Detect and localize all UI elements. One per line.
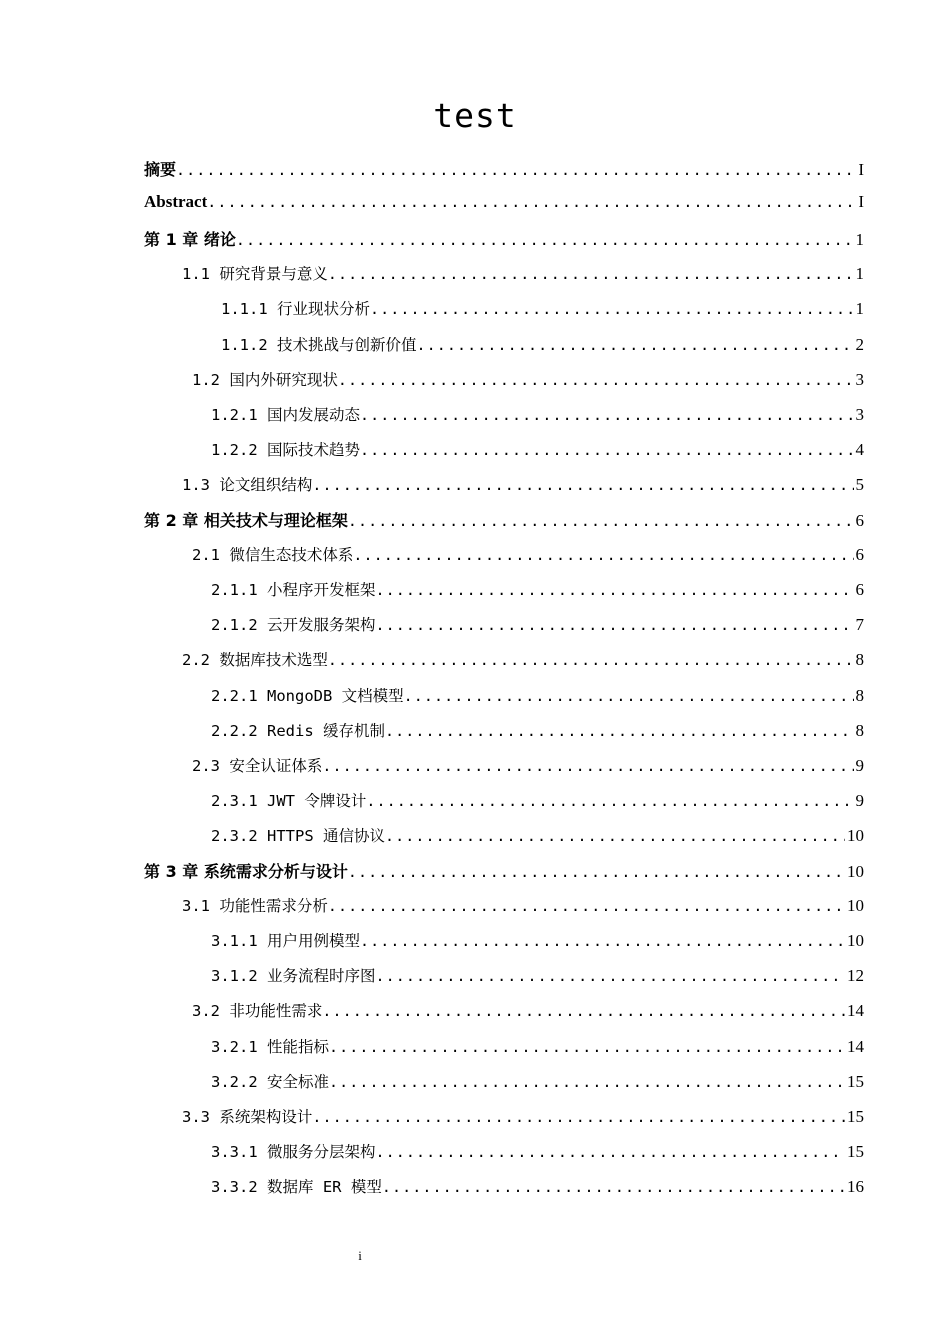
toc-entry-label: 2.3.2 HTTPS 通信协议 bbox=[211, 826, 385, 845]
toc-entry[interactable] bbox=[211, 824, 864, 859]
toc-entry[interactable] bbox=[211, 684, 864, 719]
toc-entry[interactable] bbox=[211, 578, 864, 613]
toc-entry-page-number: 1 bbox=[855, 230, 864, 250]
toc-entry[interactable] bbox=[221, 297, 864, 332]
toc-entry-page-number: 10 bbox=[847, 931, 864, 951]
toc-entry-page-number: 1 bbox=[855, 264, 864, 284]
toc-entry-page-number: 9 bbox=[855, 755, 864, 775]
page-number-footer: i bbox=[358, 1248, 362, 1263]
toc-entry[interactable] bbox=[211, 613, 864, 648]
toc-entry-label: 1.2.1 国内发展动态 bbox=[211, 405, 360, 424]
toc-entry-page-number: 10 bbox=[847, 862, 864, 881]
toc-entry-label: 2.2.2 Redis 缓存机制 bbox=[211, 721, 385, 740]
toc-leader-dots bbox=[348, 863, 845, 881]
toc-entry[interactable] bbox=[192, 368, 864, 403]
document-title: test bbox=[433, 96, 517, 135]
toc-entry-label: 2.3 安全认证体系 bbox=[192, 756, 323, 775]
toc-entry-page-number: 2 bbox=[855, 334, 864, 354]
toc-entry-label: 2.2 数据库技术选型 bbox=[182, 651, 328, 670]
toc-entry[interactable] bbox=[182, 648, 864, 683]
toc-entry-page-number: 6 bbox=[855, 511, 864, 530]
toc-entry-page-number: 9 bbox=[855, 790, 864, 810]
toc-entry-label: 2.1.2 云开发服务架构 bbox=[211, 616, 376, 635]
toc-entry[interactable] bbox=[211, 789, 864, 824]
toc-leader-dots bbox=[417, 336, 854, 354]
toc-entry-label: 1.1.2 技术挑战与创新价值 bbox=[221, 335, 417, 354]
toc-entry-label: 2.1 微信生态技术体系 bbox=[192, 546, 354, 565]
toc-entry[interactable] bbox=[211, 438, 864, 473]
toc-leader-dots bbox=[236, 231, 854, 249]
toc-entry-label: 摘要 bbox=[144, 160, 177, 179]
toc-entry[interactable] bbox=[182, 262, 864, 297]
toc-entry[interactable] bbox=[211, 1175, 864, 1210]
toc-entry-page-number: I bbox=[858, 192, 864, 212]
toc-entry-label: 2.3.1 JWT 令牌设计 bbox=[211, 791, 367, 810]
toc-entry[interactable] bbox=[221, 333, 864, 368]
toc-entry-page-number: 6 bbox=[855, 580, 864, 600]
toc-entry[interactable] bbox=[211, 403, 864, 438]
toc-entry[interactable] bbox=[182, 1105, 864, 1140]
toc-entry-page-number: 8 bbox=[855, 685, 864, 705]
toc-entry-label: 1.1.1 行业现状分析 bbox=[221, 300, 370, 319]
toc-leader-dots bbox=[328, 897, 845, 915]
toc-leader-dots bbox=[385, 827, 845, 845]
toc-leader-dots bbox=[382, 1178, 845, 1196]
toc-entry-label: 3.3 系统架构设计 bbox=[182, 1107, 313, 1126]
toc-entry[interactable] bbox=[211, 1035, 864, 1070]
toc-entry[interactable] bbox=[192, 999, 864, 1034]
toc-entry-page-number: 5 bbox=[855, 474, 864, 494]
toc-entry-label: 1.3 论文组织结构 bbox=[182, 475, 313, 494]
toc-leader-dots bbox=[329, 1073, 845, 1091]
toc-entry-page-number: 7 bbox=[855, 615, 864, 635]
toc-entry[interactable] bbox=[144, 157, 864, 192]
toc-leader-dots bbox=[376, 581, 854, 599]
toc-entry[interactable] bbox=[144, 192, 864, 227]
toc-entry-page-number: 10 bbox=[847, 825, 864, 845]
toc-entry-page-number: 10 bbox=[847, 896, 864, 916]
toc-entry-label: 3.3.2 数据库 ER 模型 bbox=[211, 1177, 382, 1196]
toc-entry[interactable] bbox=[182, 894, 864, 929]
toc-entry-page-number: 16 bbox=[847, 1176, 864, 1196]
toc-entry[interactable] bbox=[144, 508, 864, 543]
toc-entry-label: 第 3 章 系统需求分析与设计 bbox=[144, 862, 348, 881]
toc-entry[interactable] bbox=[192, 754, 864, 789]
toc-entry-page-number: 6 bbox=[855, 545, 864, 565]
toc-entry-page-number: I bbox=[858, 160, 864, 179]
toc-leader-dots bbox=[376, 1143, 846, 1161]
toc-entry-page-number: 14 bbox=[847, 1036, 864, 1056]
toc-entry-label: 3.2.1 性能指标 bbox=[211, 1037, 329, 1056]
toc-entry-label: 3.2.2 安全标准 bbox=[211, 1072, 329, 1091]
toc-leader-dots bbox=[322, 757, 853, 775]
toc-entry-page-number: 4 bbox=[855, 439, 864, 459]
toc-leader-dots bbox=[404, 687, 854, 705]
toc-leader-dots bbox=[322, 1002, 845, 1020]
toc-entry-page-number: 8 bbox=[855, 720, 864, 740]
toc-entry-label: 3.1.1 用户用例模型 bbox=[211, 932, 360, 951]
toc-leader-dots bbox=[360, 932, 845, 950]
toc-entry-label: 3.2 非功能性需求 bbox=[192, 1002, 323, 1021]
toc-entry-page-number: 8 bbox=[855, 650, 864, 670]
toc-entry-label: 3.1 功能性需求分析 bbox=[182, 897, 328, 916]
toc-entry-label: 2.1.1 小程序开发框架 bbox=[211, 581, 376, 600]
toc-entry[interactable] bbox=[192, 543, 864, 578]
toc-entry-label: Abstract bbox=[144, 192, 208, 212]
toc-entry[interactable] bbox=[211, 964, 864, 999]
toc-leader-dots bbox=[328, 651, 854, 669]
toc-entry-label: 第 1 章 绪论 bbox=[144, 230, 236, 250]
toc-entry-label: 1.1 研究背景与意义 bbox=[182, 265, 328, 284]
toc-entry[interactable] bbox=[211, 929, 864, 964]
toc-entry[interactable] bbox=[211, 1070, 864, 1105]
toc-leader-dots bbox=[312, 476, 853, 494]
toc-entry[interactable] bbox=[182, 473, 864, 508]
toc-entry[interactable] bbox=[144, 859, 864, 894]
toc-entry[interactable] bbox=[211, 1140, 864, 1175]
toc-leader-dots bbox=[366, 792, 853, 810]
toc-entry-page-number: 3 bbox=[855, 404, 864, 424]
toc-entry-label: 第 2 章 相关技术与理论框架 bbox=[144, 511, 348, 530]
toc-entry-page-number: 15 bbox=[847, 1106, 864, 1126]
toc-entry-page-number: 15 bbox=[847, 1071, 864, 1091]
toc-entry[interactable] bbox=[211, 719, 864, 754]
toc-entry[interactable] bbox=[144, 227, 864, 262]
toc-leader-dots bbox=[312, 1108, 845, 1126]
toc-entry-page-number: 1 bbox=[855, 299, 864, 319]
toc-entry-label: 1.2 国内外研究现状 bbox=[192, 370, 338, 389]
toc-leader-dots bbox=[348, 512, 854, 530]
toc-entry-label: 3.3.1 微服务分层架构 bbox=[211, 1142, 376, 1161]
toc-entry-label: 2.2.1 MongoDB 文档模型 bbox=[211, 686, 404, 705]
toc-entry-page-number: 12 bbox=[847, 966, 864, 986]
toc-leader-dots bbox=[360, 441, 854, 459]
toc-leader-dots bbox=[376, 967, 846, 985]
toc-leader-dots bbox=[176, 161, 856, 179]
toc-leader-dots bbox=[360, 406, 854, 424]
toc-entry-label: 1.2.2 国际技术趋势 bbox=[211, 440, 360, 459]
toc-leader-dots bbox=[370, 300, 854, 318]
toc-leader-dots bbox=[207, 193, 856, 211]
toc-leader-dots bbox=[353, 546, 853, 564]
toc-leader-dots bbox=[376, 616, 854, 634]
toc-entry-page-number: 3 bbox=[855, 369, 864, 389]
toc-entry-label: 3.1.2 业务流程时序图 bbox=[211, 967, 376, 986]
toc-leader-dots bbox=[385, 722, 854, 740]
toc-leader-dots bbox=[338, 371, 854, 389]
toc-leader-dots bbox=[329, 1038, 845, 1056]
toc-entry-page-number: 14 bbox=[847, 1001, 864, 1021]
toc-leader-dots bbox=[328, 265, 854, 283]
toc-entry-page-number: 15 bbox=[847, 1141, 864, 1161]
